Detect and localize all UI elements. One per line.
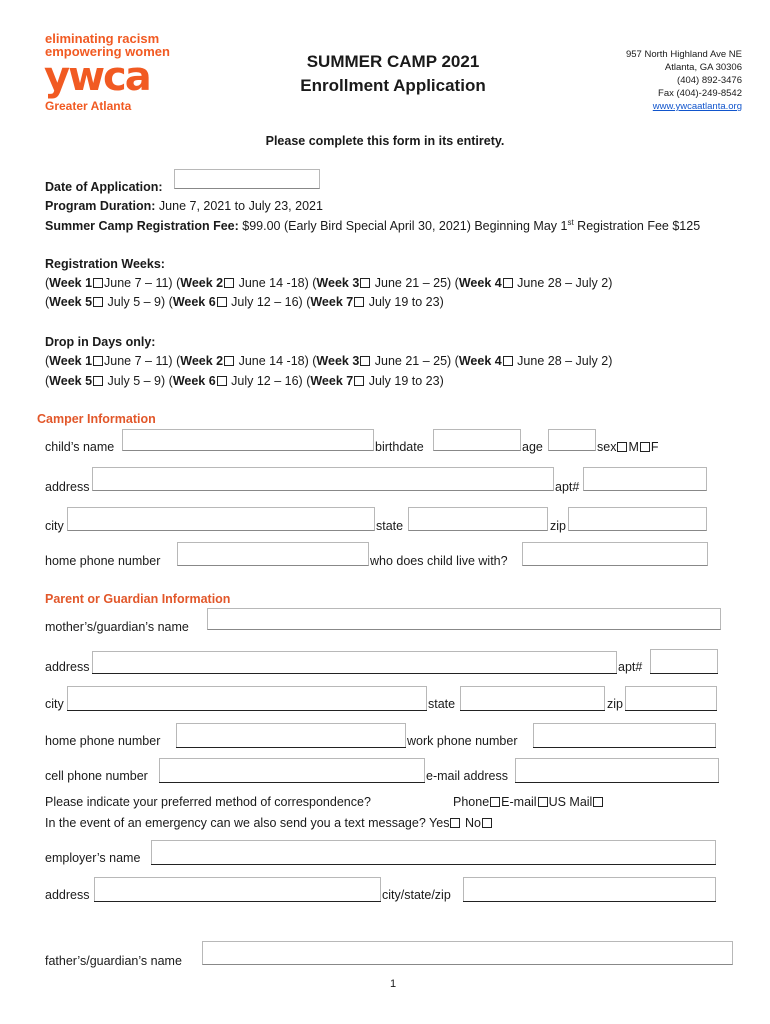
- org-address-1: 957 North Highland Ave NE: [625, 49, 742, 60]
- camper-address-label: address: [45, 480, 90, 494]
- camper-zip-label: zip: [550, 519, 566, 533]
- father-name-label: father’s/guardian’s name: [45, 954, 182, 968]
- mother-name-label: mother’s/guardian’s name: [45, 620, 189, 634]
- sex-male-checkbox[interactable]: [617, 442, 627, 452]
- org-contact: [626, 48, 742, 113]
- correspondence-options: [453, 795, 604, 809]
- reg-week3-checkbox[interactable]: [360, 278, 370, 288]
- reg-week1-checkbox[interactable]: [93, 278, 103, 288]
- sex-female-label: F: [650, 440, 659, 454]
- parent-state-line: [460, 710, 605, 711]
- reg-week4-checkbox[interactable]: [503, 278, 513, 288]
- age-label: age: [522, 440, 543, 454]
- no-label: No: [464, 816, 481, 830]
- drop-week6-checkbox[interactable]: [217, 376, 227, 386]
- org-address-2: Atlanta, GA 30306: [664, 62, 742, 73]
- logo-tagline-2: empowering women: [45, 44, 170, 59]
- camper-city-input[interactable]: [67, 507, 375, 531]
- parent-zip-input[interactable]: [625, 686, 717, 710]
- opt-email-checkbox[interactable]: [538, 797, 548, 807]
- yes-label: Yes: [429, 816, 450, 830]
- dropin-title: Drop in Days only:: [45, 335, 156, 349]
- camper-section-title: Camper Information: [37, 412, 156, 426]
- child-name-label: child’s name: [45, 440, 115, 454]
- registration-fee: [45, 218, 700, 233]
- text-question-label: In the event of an emergency can we also send you a text message?: [45, 816, 426, 830]
- employer-address-line: [94, 901, 381, 902]
- parent-home-phone-input[interactable]: [176, 723, 406, 747]
- employer-address-input[interactable]: [94, 877, 381, 901]
- employer-address-label: address: [45, 888, 90, 902]
- parent-city-line: [67, 710, 427, 711]
- registration-weeks-row-1: (Week 1 June 7 – 11) (Week 2 June 14 -18) (Week 3 June 21 – 25) (Week 4 June 28 – July 2): [45, 276, 613, 290]
- camper-state-label: state: [376, 519, 404, 533]
- work-phone-line: [533, 747, 716, 748]
- page-subtitle: Enrollment Application: [300, 76, 486, 95]
- camper-home-phone-label: home phone number: [45, 554, 161, 568]
- program-duration: [45, 199, 323, 213]
- text-no-checkbox[interactable]: [482, 818, 492, 828]
- employer-line: [151, 864, 716, 865]
- parent-zip-label: zip: [607, 697, 623, 711]
- org-phone: (404) 892-3476: [677, 75, 742, 86]
- website-link[interactable]: www.ywcaatlanta.org: [652, 101, 742, 112]
- reg-week5-checkbox[interactable]: [93, 297, 103, 307]
- employer-csz-label: city/state/zip: [382, 888, 451, 902]
- logo-branch: Greater Atlanta: [45, 99, 132, 113]
- registration-weeks-row-2: (Week 5 July 5 – 9) (Week 6 July 12 – 16) (Week 7 July 19 to 23): [45, 295, 444, 309]
- ywca-logo: ywca: [44, 54, 150, 100]
- date-input[interactable]: [174, 169, 320, 189]
- camper-zip-input[interactable]: [568, 507, 707, 531]
- parent-home-phone-label: home phone number: [45, 734, 161, 748]
- email-line: [515, 782, 719, 783]
- email-input[interactable]: [515, 758, 719, 782]
- camper-apt-input[interactable]: [583, 467, 707, 491]
- opt-mail-checkbox[interactable]: [593, 797, 603, 807]
- employer-input[interactable]: [151, 840, 716, 864]
- drop-week3-checkbox[interactable]: [360, 356, 370, 366]
- instructions: Please complete this form in its entirety.: [265, 134, 505, 148]
- duration-value: June 7, 2021 to July 23, 2021: [155, 199, 323, 213]
- cell-phone-line: [159, 782, 425, 783]
- fee-sup: st: [567, 218, 574, 227]
- age-input[interactable]: [548, 429, 596, 451]
- parent-state-label: state: [428, 697, 456, 711]
- cell-phone-input[interactable]: [159, 758, 425, 782]
- drop-week5-checkbox[interactable]: [93, 376, 103, 386]
- sex-field: [597, 440, 659, 454]
- reg-week6-checkbox[interactable]: [217, 297, 227, 307]
- drop-week1-checkbox[interactable]: [93, 356, 103, 366]
- date-label: Date of Application:: [45, 180, 163, 194]
- logo-tagline-1: eliminating racism: [45, 31, 160, 46]
- opt-phone-checkbox[interactable]: [490, 797, 500, 807]
- text-message-question: [45, 816, 493, 830]
- correspondence-question: Please indicate your preferred method of correspondence?: [45, 795, 371, 809]
- employer-csz-line: [463, 901, 716, 902]
- reg-week7-checkbox[interactable]: [354, 297, 364, 307]
- work-phone-input[interactable]: [533, 723, 716, 747]
- reg-week2-checkbox[interactable]: [224, 278, 234, 288]
- camper-address-input[interactable]: [92, 467, 554, 491]
- birthdate-input[interactable]: [433, 429, 521, 451]
- sex-male-label: M: [628, 440, 639, 454]
- child-name-input[interactable]: [122, 429, 374, 451]
- parent-zip-line: [625, 710, 717, 711]
- parent-city-label: city: [45, 697, 64, 711]
- parent-section-title: Parent or Guardian Information: [45, 592, 231, 606]
- parent-address-input[interactable]: [92, 651, 617, 673]
- lives-with-input[interactable]: [522, 542, 708, 566]
- fee-tail: Registration Fee $125: [573, 219, 701, 234]
- parent-state-input[interactable]: [460, 686, 605, 710]
- birthdate-label: birthdate: [375, 440, 424, 454]
- dropin-row-1: (Week 1 June 7 – 11) (Week 2 June 14 -18) (Week 3 June 21 – 25) (Week 4 June 28 – July 2): [45, 354, 613, 368]
- registration-weeks-title: Registration Weeks:: [45, 257, 165, 271]
- parent-address-line: [92, 673, 617, 674]
- parent-home-phone-line: [176, 747, 406, 748]
- text-yes-checkbox[interactable]: [450, 818, 460, 828]
- sex-label: sex: [597, 440, 617, 454]
- parent-apt-line: [650, 673, 718, 674]
- work-phone-label: work phone number: [407, 734, 518, 748]
- camper-state-input[interactable]: [408, 507, 548, 531]
- fee-value: $99.00 (Early Bird Special April 30, 2021) Beginning May 1: [238, 219, 568, 234]
- page-title: SUMMER CAMP 2021: [306, 52, 480, 71]
- sex-female-checkbox[interactable]: [640, 442, 650, 452]
- parent-city-input[interactable]: [67, 686, 427, 710]
- camper-city-label: city: [45, 519, 64, 533]
- camper-apt-label: apt#: [555, 480, 580, 494]
- camper-home-phone-input[interactable]: [177, 542, 369, 566]
- employer-csz-input[interactable]: [463, 877, 716, 901]
- opt-email-label: E-mail: [501, 795, 537, 809]
- mother-name-input[interactable]: [207, 608, 721, 630]
- parent-address-label: address: [45, 660, 90, 674]
- drop-week4-checkbox[interactable]: [503, 356, 513, 366]
- lives-with-label: who does child live with?: [370, 554, 508, 568]
- cell-phone-label: cell phone number: [45, 769, 148, 783]
- opt-mail-label: US Mail: [548, 795, 593, 809]
- parent-apt-input[interactable]: [650, 649, 718, 673]
- page-number: 1: [389, 978, 397, 990]
- drop-week2-checkbox[interactable]: [224, 356, 234, 366]
- email-label: e-mail address: [426, 769, 508, 783]
- opt-phone-label: Phone: [453, 795, 490, 809]
- drop-week7-checkbox[interactable]: [354, 376, 364, 386]
- dropin-row-2: (Week 5 July 5 – 9) (Week 6 July 12 – 16) (Week 7 July 19 to 23): [45, 374, 444, 388]
- org-fax: Fax (404)-249-8542: [658, 88, 742, 99]
- fee-label: Summer Camp Registration Fee:: [45, 219, 239, 234]
- employer-label: employer’s name: [45, 851, 141, 865]
- duration-label: Program Duration:: [45, 199, 156, 213]
- father-name-input[interactable]: [202, 941, 733, 965]
- parent-apt-label: apt#: [618, 660, 643, 674]
